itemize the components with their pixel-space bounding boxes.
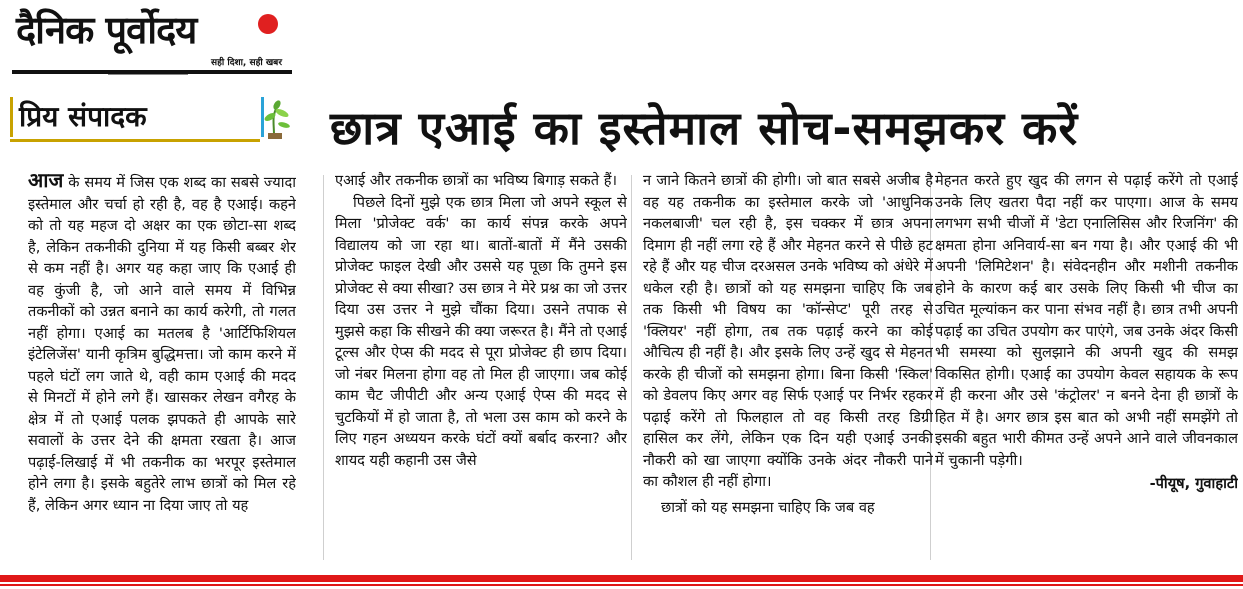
paragraph: पिछले दिनों मुझे एक छात्र मिला जो अपने स्कूल से मिला 'प्रोजेक्ट वर्क' का कार्य संपन्न करके अपने विद्यालय को जा रहा था। बातों-बातों में मैंने उसकी प्रोजेक्ट फाइल देखी और उससे यह पूछा कि तुमने इस प्रोजेक्ट से क्या सीखा? उस छात्र ने मेरे प्रश्न का जो उत्तर दिया उस उत्तर ने मुझे चौंका दिया। उसने तपाक से मुझसे कहा कि सीखने की क्या जरूरत है। मैंने तो एआई टूल्स और ऐप्स की मदद से पूरा प्रोजेक्ट ही छाप दिया। जो नंबर मिलना होगा वह तो मिल ही जाएगा। जब कोई काम चैट जीपीटी और अन्य एआई ऐप्स की मदद से चुटकियों में हो जाता है, तो भला उस काम को करने के लिए गहन अध्ययन करके घंटों क्यों बर्बाद करना? और शायद यही कहानी उस जैसे [335, 193, 627, 469]
author-byline: -पीयूष, गुवाहाटी [1149, 475, 1238, 492]
section-label: प्रिय संपादक [10, 97, 256, 137]
footer-rule [0, 575, 1243, 582]
tagline: सही दिशा, सही खबर [211, 58, 282, 68]
paragraph: एआई और तकनीक छात्रों का भविष्य बिगाड़ सकते हैं। [335, 172, 617, 189]
paragraph-text: के समय में जिस एक शब्द का सबसे ज्यादा इस्तेमाल और चर्चा हो रही है, वह है एआई। कहने को तो यह महज दो अक्षर का एक छोटा-सा शब्द है, लेकिन तकनीकी दुनिया में यह किसी बब्बर शेर से कम नहीं है। अगर यह कहा जाए कि एआई ही वह कुंजी है, जो आने वाले समय में विभिन्न तकनीकों को उन्नत बनाने का कार्य करेगी, तो गलत नहीं होगा। एआई का मतलब है 'आर्टिफिशियल इंटेलिजेंस' यानी कृत्रिम बुद्धिमत्ता। जो काम करने में पहले घंटों लग जाते थे, वही काम एआई की मदद से मिनटों में होने लगे हैं। खासकर लेखन वगैरह के क्षेत्र में तो एआई पलक झपकते ही आपके सारे सवालों के उत्तर देने की क्षमता रखता है। आज पढ़ाई-लिखाई में भी तकनीक का भरपूर इस्तेमाल होने लगा है। इसके बहुतेरे लाभ छात्रों को मिल रहे हैं, लेकिन अगर ध्यान ना दिया जाए तो यह [28, 174, 296, 514]
paragraph [28, 170, 296, 516]
section-header [6, 95, 292, 145]
newspaper-logo: दैनिक पूर्वोदय [16, 8, 197, 52]
article-body [28, 170, 1240, 565]
article-headline: छात्र एआई का इस्तेमाल सोच-समझकर करें [330, 101, 1079, 155]
masthead [8, 4, 290, 74]
paragraph: छात्रों को यह समझना चाहिए कि जब वह [661, 498, 875, 516]
section-underline [10, 139, 260, 142]
article-column-4 [935, 170, 1238, 565]
paragraph: न जाने कितने छात्रों की होगी। जो बात सबसे अजीब है वह यह तकनीक का इस्तेमाल करके जो 'आधुनिक नकलबाजी' चल रही है, इस चक्कर में छात्र अपना दिमाग ही नहीं लगा रहे हैं और मेहनत करने से पीछे हट रहे हैं और यह चीज दरअसल उनके भविष्य को अंधेरे में धकेल रही है। छात्रों को यह समझना चाहिए कि जब तक किसी भी विषय का 'कॉन्सेप्ट' पूरी तरह से 'क्लियर' नहीं होगा, तब तक पढ़ाई करने का कोई औचित्य ही नहीं है। और इसके लिए उन्हें खुद से मेहनत करके ही चीजों को समझना होगा। बिना किसी 'स्किल' को डेवलप किए अगर वह सिर्फ एआई पर निर्भर रहकर पढ़ाई करेंगे तो फिलहाल तो वह किसी तरह डिग्री हासिल कर लेंगे, लेकिन एक दिन यही एआई उनकी नौकरी को खा जाएगा क्योंकि उनके अंदर नौकरी पाने का कौशल ही नहीं होगा। [643, 172, 933, 490]
article-column-2 [335, 170, 627, 565]
lead-word: आज [28, 170, 64, 192]
logo-dot-icon [258, 14, 278, 34]
article-column-3 [643, 170, 933, 565]
plant-icon [258, 95, 292, 141]
masthead-rule-thin [108, 74, 188, 75]
footer-rule-thin [0, 584, 1243, 586]
paragraph: मेहनत करते हुए खुद की लगन से पढ़ाई करेंगे तो एआई उनके लिए खतरा पैदा नहीं कर पाएगा। आज के समय लगभग सभी चीजों में 'डेटा एनालिसिस और रिजनिंग' की क्षमता होना अनिवार्य-सा बन गया है। और एआई की भी अपनी 'लिमिटेशन' है। संवेदनहीन और मशीनी तकनीक होने के कारण कई बार उसके लिए किसी भी चीज का उचित मूल्यांकन कर पाना संभव नहीं है। छात्र तभी अपनी पढ़ाई का उचित उपयोग कर पाएंगे, जब उनके अंदर किसी भी समस्या को सुलझाने की अपनी खुद की समझ विकसित होगी। एआई का उपयोग केवल सहायक के रूप में ही करना और उसे 'कंट्रोलर' न बनने देना ही छात्रों के हित में है। अगर छात्र इस बात को अभी नहीं समझेंगे तो इसकी बहुत भारी कीमत उन्हें अपने आने वाले जीवनकाल में चुकानी पड़ेगी। [935, 172, 1238, 469]
article-column-1 [28, 170, 296, 565]
